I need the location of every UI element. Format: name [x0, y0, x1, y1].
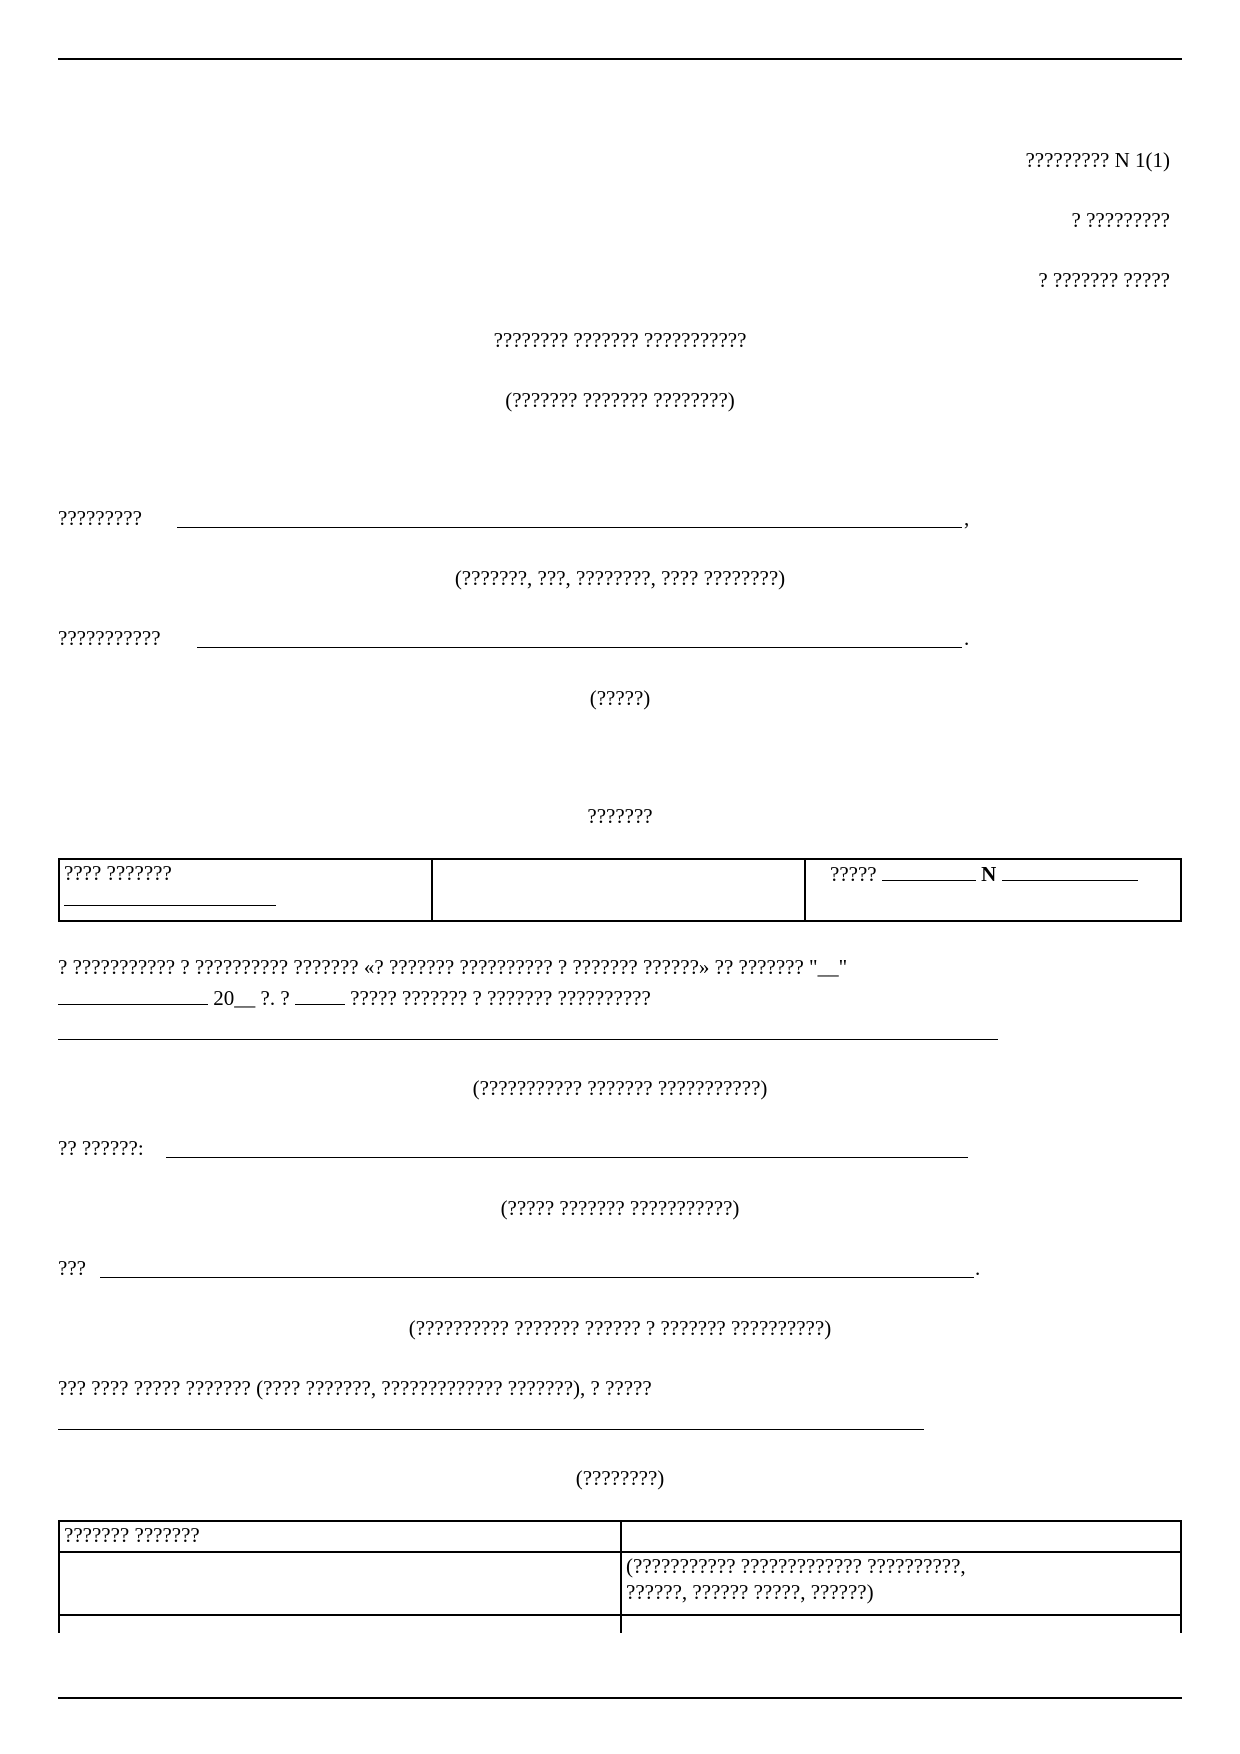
month-field[interactable]: [58, 984, 208, 1005]
table1-cell-middle: [432, 859, 805, 921]
address-hint: (????? ??????? ???????????): [500, 1196, 740, 1220]
table2-r2c2-line2: ??????, ?????? ?????, ??????): [626, 1580, 874, 1604]
addressee-line: ? ?????????: [1071, 208, 1170, 232]
table1-prefix-field[interactable]: [882, 860, 976, 881]
order-line: ? ??????? ?????: [1038, 268, 1170, 292]
year-text: 20__ ?. ?: [213, 986, 290, 1010]
applicant-label: ?????????: [58, 506, 142, 530]
organization-field[interactable]: [58, 1039, 998, 1040]
table2-r2c1: [59, 1552, 621, 1615]
document-subtitle: (??????? ??????? ????????): [505, 388, 735, 412]
paragraph-1: ? ??????????? ? ?????????? ??????? «? ??????? ?????????? ? ??????? ??????» ?? ??????? "__": [58, 955, 848, 979]
address-field[interactable]: [166, 1157, 968, 1158]
paragraph-2: ??? ???? ????? ??????? (???? ???????, ????????????? ???????), ? ?????: [58, 1376, 652, 1400]
amount-field[interactable]: [58, 1429, 924, 1430]
table2-r3c1: [59, 1615, 621, 1633]
by-label: ?? ??????:: [58, 1136, 144, 1160]
table1-number-prefix: ?????: [830, 862, 877, 886]
table1-cell-date: [59, 859, 432, 921]
table2-r3c2: [621, 1615, 1181, 1633]
table1-cell-date-label: ???? ???????: [64, 861, 172, 885]
registered-label: ???????????: [58, 626, 161, 650]
paragraph-1-line-2: [58, 984, 651, 1011]
table2-r1c2: [621, 1521, 1181, 1552]
table1-number-field[interactable]: [1002, 860, 1138, 881]
third-suffix: .: [975, 1256, 981, 1280]
table2-r2c2: [621, 1552, 1181, 1615]
registered-hint: (?????): [589, 686, 651, 710]
count-field[interactable]: [295, 984, 345, 1005]
document-title: ???????? ??????? ???????????: [493, 328, 747, 352]
applicant-field[interactable]: [177, 527, 962, 528]
bottom-rule: [58, 1697, 1182, 1699]
registered-field[interactable]: [197, 647, 962, 648]
table2-r1c1: ??????? ???????: [59, 1521, 621, 1552]
table2-r2c2-line1: (??????????? ????????????? ??????????,: [626, 1554, 966, 1578]
table1-date-field[interactable]: [64, 893, 276, 906]
third-field[interactable]: [100, 1277, 974, 1278]
statement-header-table: [58, 858, 1182, 922]
table1-number-label: N: [981, 862, 997, 886]
third-hint: (?????????? ??????? ?????? ? ??????? ??????????): [408, 1316, 832, 1340]
table1-cell-number: [805, 859, 1181, 921]
applicant-suffix: ,: [964, 506, 970, 530]
paragraph-1-rest: ????? ??????? ? ??????? ??????????: [350, 986, 651, 1010]
amount-hint: (????????): [575, 1466, 665, 1490]
organization-hint: (??????????? ??????? ???????????): [472, 1076, 768, 1100]
applicant-hint: (???????, ???, ????????, ???? ????????): [454, 566, 786, 590]
registered-suffix: .: [964, 626, 970, 650]
signature-table: [58, 1520, 1182, 1633]
appendix-number: ????????? N 1(1): [1025, 148, 1170, 172]
top-rule: [58, 58, 1182, 60]
section-title: ???????: [587, 804, 653, 828]
third-label: ???: [58, 1256, 86, 1280]
